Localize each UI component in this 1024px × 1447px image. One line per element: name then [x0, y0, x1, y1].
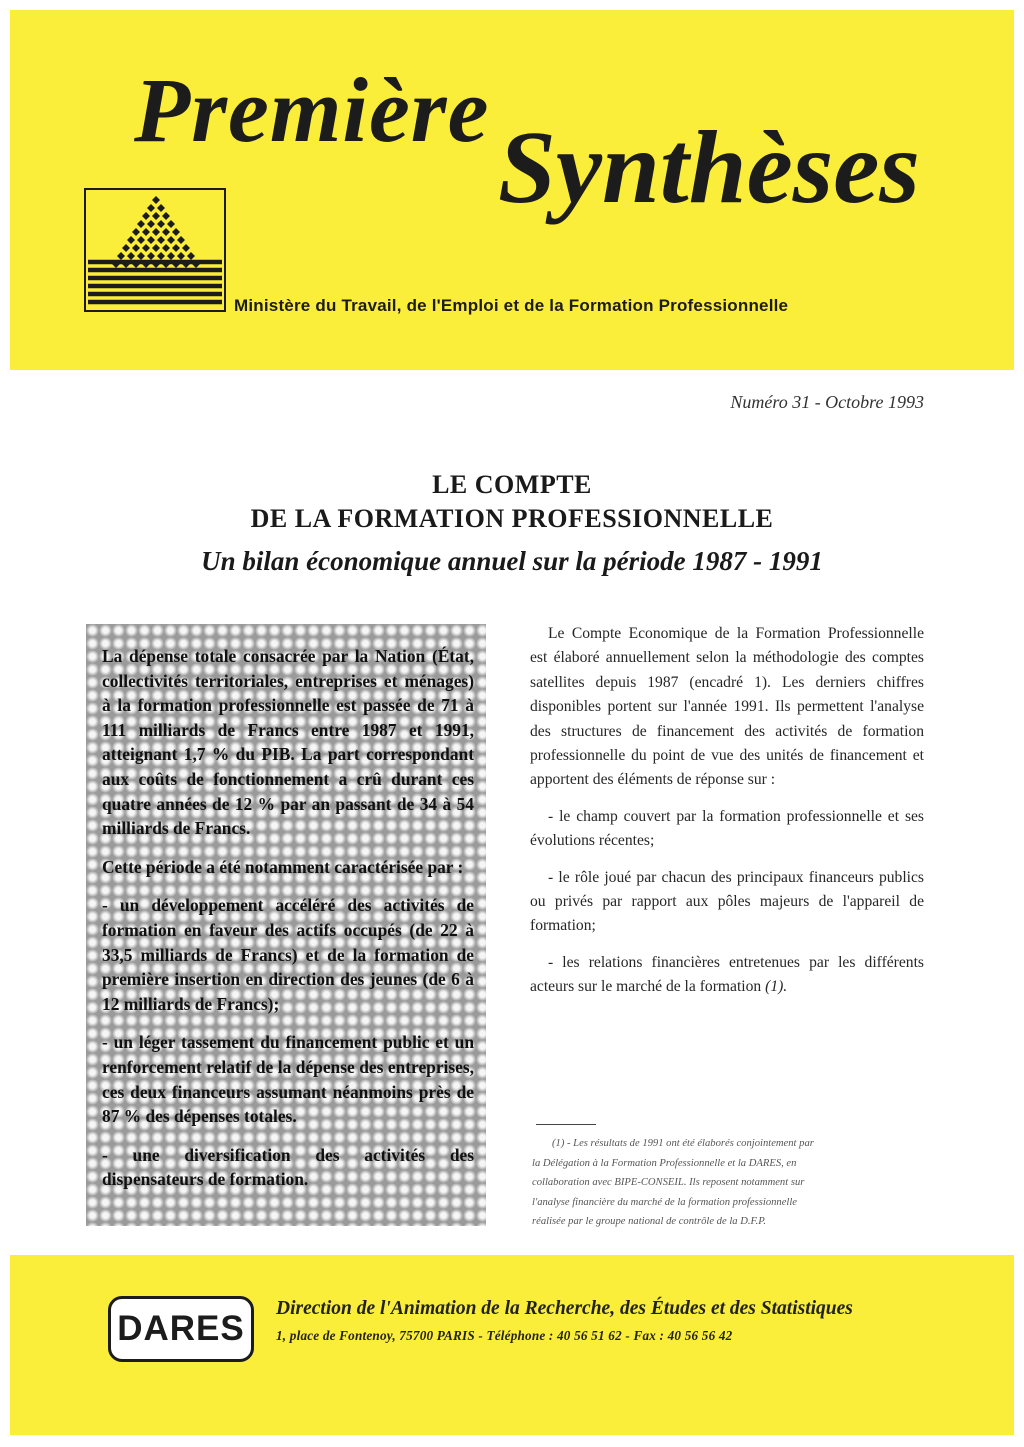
- lattice-pyramid-logo-icon: [86, 190, 224, 310]
- title-block: [0, 468, 1024, 578]
- body-bullet: [530, 951, 924, 1000]
- footnote-line: la Délégation à la Formation Professionnelle et la DARES, en: [532, 1157, 797, 1169]
- masthead-syntheses: Synthèses: [498, 110, 920, 225]
- body-bullet: - le rôle joué par chacun des principaux financeurs publics ou privés par rapport aux pôles majeurs de l'appareil de formation;: [530, 868, 924, 935]
- page-subtitle: Un bilan économique annuel sur la période 1987 - 1991: [201, 546, 823, 576]
- body-column: [530, 622, 924, 1012]
- summary-paragraph: - une diversification des activités des dispensateurs de formation.: [102, 1144, 474, 1190]
- direction-address: 1, place de Fontenoy, 75700 PARIS - Téléphone : 40 56 51 62 - Fax : 40 56 56 42: [276, 1328, 733, 1343]
- footnote-divider: [536, 1124, 596, 1125]
- page-title-line-1: LE COMPTE: [432, 470, 592, 499]
- footnote-line: (1) - Les résultats de 1991 ont été élaborés conjointement par: [552, 1138, 814, 1149]
- dares-logo-text: DARES: [117, 1309, 245, 1348]
- footnote: [532, 1134, 926, 1232]
- ministry-logo: [84, 188, 226, 312]
- masthead-premiere: Première: [134, 59, 490, 161]
- footnote-line: réalisée par le groupe national de contrôle de la D.F.P.: [532, 1216, 767, 1227]
- summary-paragraph: - un développement accéléré des activités de formation en faveur des actifs occupés (de 22 à 33,5 milliards de Francs) et de la formation de première insertion en direction des jeunes (de 6 à 12 milliards de Francs);: [102, 895, 474, 1014]
- page-title-line-2: DE LA FORMATION PROFESSIONNELLE: [250, 504, 774, 533]
- issue-number: Numéro 31 - Octobre 1993: [730, 392, 924, 412]
- summary-paragraph: La dépense totale consacrée par la Nation (État, collectivités territoriales, entreprises et ménages) à la formation professionnelle est passée de 71 à 111 milliards de Francs entre 1987 et 1991, atteignant 1,7 % du PIB. La part correspondant aux coûts de fonctionnement a crû durant ces quatre années de 12 % par an passant de 34 à 54 milliards de Francs.: [102, 646, 474, 839]
- body-bullet-text: - les relations financières entretenues par les différents acteurs sur le marché de la formation: [530, 953, 924, 996]
- footnote-line: l'analyse financière du marché de la formation professionnelle: [532, 1196, 798, 1208]
- footnote-reference: (1).: [765, 978, 788, 996]
- footnote-line: collaboration avec BIPE-CONSEIL. Ils reposent notamment sur: [532, 1177, 805, 1188]
- body-intro: Le Compte Economique de la Formation Professionnelle est élaboré annuellement selon la méthodologie des comptes satellites depuis 1987 (encadré 1). Les derniers chiffres disponibles portent sur l'année 1991. Ils permettent l'analyse des structures de financement des activités de formation professionnelle du point de vue des unités de financement et apportent des éléments de réponse sur :: [530, 625, 924, 789]
- body-bullet: - le champ couvert par la formation professionnelle et ses évolutions récentes;: [530, 807, 924, 850]
- dares-logo: [108, 1296, 254, 1362]
- summary-paragraph: - un léger tassement du financement public et un renforcement relatif de la dépense des entreprises, ces deux financeurs assumant néanmoins près de 87 % des dépenses totales.: [102, 1032, 474, 1127]
- direction-name: Direction de l'Animation de la Recherche, des Études et des Statistiques: [276, 1298, 853, 1319]
- summary-paragraph: Cette période a été notamment caractérisée par :: [102, 856, 464, 877]
- summary-box: [86, 624, 486, 1226]
- ministry-name: Ministère du Travail, de l'Emploi et de la Formation Professionnelle: [234, 296, 789, 315]
